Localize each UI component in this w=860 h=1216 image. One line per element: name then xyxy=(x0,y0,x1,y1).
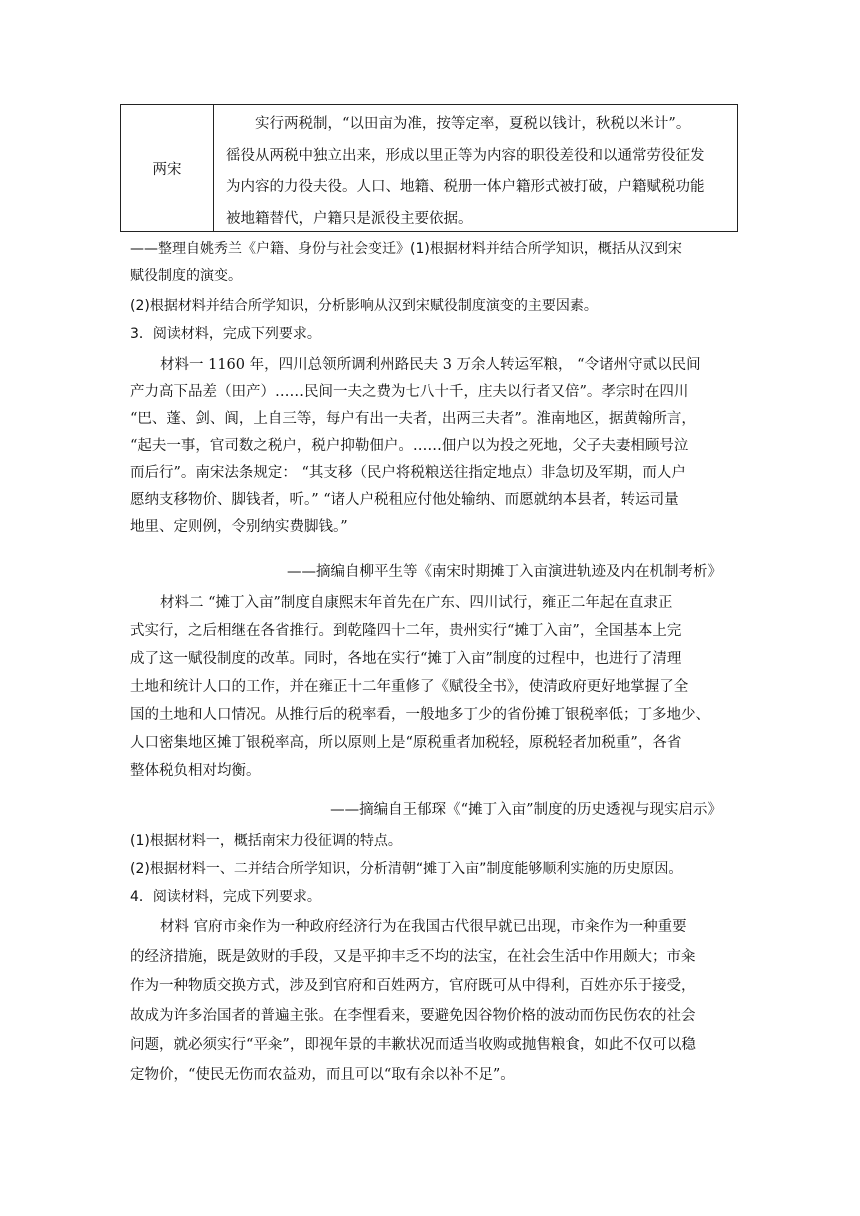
q3-title: 3．阅读材料，完成下列要求。 xyxy=(130,326,321,342)
q3-material1-line: 愿纳支移物价、脚钱者，听。” “诸人户税租应付他处输纳、而愿就纳本县者，转运司量 xyxy=(130,492,679,508)
q3-material2-line: 成了这一赋役制度的改革。同时，各地在实行“摊丁入亩”制度的过程中，也进行了清理 xyxy=(130,651,682,667)
q4-material-line: 故成为许多治国者的普遍主张。在李悝看来，要避免因谷物价格的波动而伤民伤农的社会 xyxy=(130,1008,696,1024)
q2-question-2: (2)根据材料并结合所学知识，分析影响从汉到宋赋役制度演变的主要因素。 xyxy=(130,298,598,314)
table-content-cell xyxy=(214,105,737,231)
q3-material1-source: ——摘编自柳平生等《南宋时期摊丁入亩演进轨迹及内在机制考析》 xyxy=(287,564,722,580)
q3-material1-line: 产力高下品差（田产）……民间一夫之费为七八十千，庄夫以行者又倍”。孝宗时在四川 xyxy=(130,384,689,400)
q4-material-line: 的经济措施，既是敛财的手段，又是平抑丰乏不均的法宝，在社会生活中作用颇大；市籴 xyxy=(130,949,696,965)
q3-material2-line: 国的土地和人口情况。从推行后的税率看，一般地多丁少的省份摊丁银税率低；丁多地少、 xyxy=(130,707,710,723)
q2-question-1-cont: 赋役制度的演变。 xyxy=(130,268,242,284)
q4-material-line: 作为一种物质交换方式，涉及到官府和百姓两方，官府既可从中得利，百姓亦乐于接受， xyxy=(130,978,696,994)
table-content-line: 实行两税制，“以田亩为准，按等定率，夏税以钱计，秋税以米计”。 xyxy=(226,116,691,132)
comparison-table xyxy=(120,104,738,232)
q3-material1-line: “巴、蓬、剑、阆，上自三等，每户有出一夫者，出两三夫者”。淮南地区，据黄翰所言， xyxy=(130,411,696,427)
table-content-line: 徭役从两税中独立出来，形成以里正等为内容的职役差役和以通常劳役征发 xyxy=(226,147,705,164)
q2-source-and-question-1: ——整理自姚秀兰《户籍、身份与社会变迁》(1)根据材料并结合所学知识，概括从汉到宋 xyxy=(130,241,682,257)
q3-question-1: (1)根据材料一，概括南宋力役征调的特点。 xyxy=(130,833,402,849)
table-content-line: 为内容的力役夫役。人口、地籍、税册一体户籍形式被打破，户籍赋税功能 xyxy=(226,179,705,195)
table-period-cell xyxy=(121,105,214,231)
table-content-line: 被地籍替代，户籍只是派役主要依据。 xyxy=(226,210,473,227)
q4-title: 4．阅读材料，完成下列要求。 xyxy=(130,889,321,905)
q4-material-line: 问题，就必须实行“平籴”，即视年景的丰歉状况而适当收购或抛售粮食，如此不仅可以稳 xyxy=(130,1037,696,1053)
q3-material1-line: 材料一 1160 年，四川总领所调利州路民夫 3 万余人转运军粮， “令诸州守贰以民间 xyxy=(160,357,701,373)
q3-material1-line: 地里、定则例，令别纳实费脚钱。” xyxy=(130,519,348,535)
q3-material2-line: 整体税负相对均衡。 xyxy=(130,763,261,779)
q3-material2-line: 材料二 “摊丁入亩”制度自康熙末年首先在广东、四川试行，雍正二年起在直隶正 xyxy=(160,595,673,611)
q3-material1-line: 而后行”。南宋法条规定： “其支移（民户将税粮送往指定地点）非急切及军期，而人户 xyxy=(130,465,686,481)
q3-material1-line: “起夫一事，官司数之税户，税户抑勒佃户。……佃户以为投之死地，父子夫妻相顾号泣 xyxy=(130,438,689,454)
q3-material2-source: ——摘编自王郁琛《“摊丁入亩”制度的历史透视与现实启示》 xyxy=(330,802,722,818)
q4-material-line: 材料 官府市籴作为一种政府经济行为在我国古代很早就已出现，市籴作为一种重要 xyxy=(160,919,687,935)
q3-material2-line: 人口密集地区摊丁银税率高，所以原则上是“原税重者加税轻，原税轻者加税重”，各省 xyxy=(130,735,682,751)
table-period-label: 两宋 xyxy=(152,161,182,178)
q3-question-2: (2)根据材料一、二并结合所学知识，分析清朝“摊丁入亩”制度能够顺利实施的历史原因。 xyxy=(130,861,683,877)
q3-material2-line: 式实行，之后相继在各省推行。到乾隆四十二年，贵州实行“摊丁入亩”，全国基本上完 xyxy=(130,623,682,639)
q3-material2-line: 土地和统计人口的工作，并在雍正十二年重修了《赋役全书》，使清政府更好地掌握了全 xyxy=(130,679,689,695)
q4-material-line: 定物价，“使民无伤而农益劝，而且可以“取有余以补不足”。 xyxy=(130,1067,515,1083)
